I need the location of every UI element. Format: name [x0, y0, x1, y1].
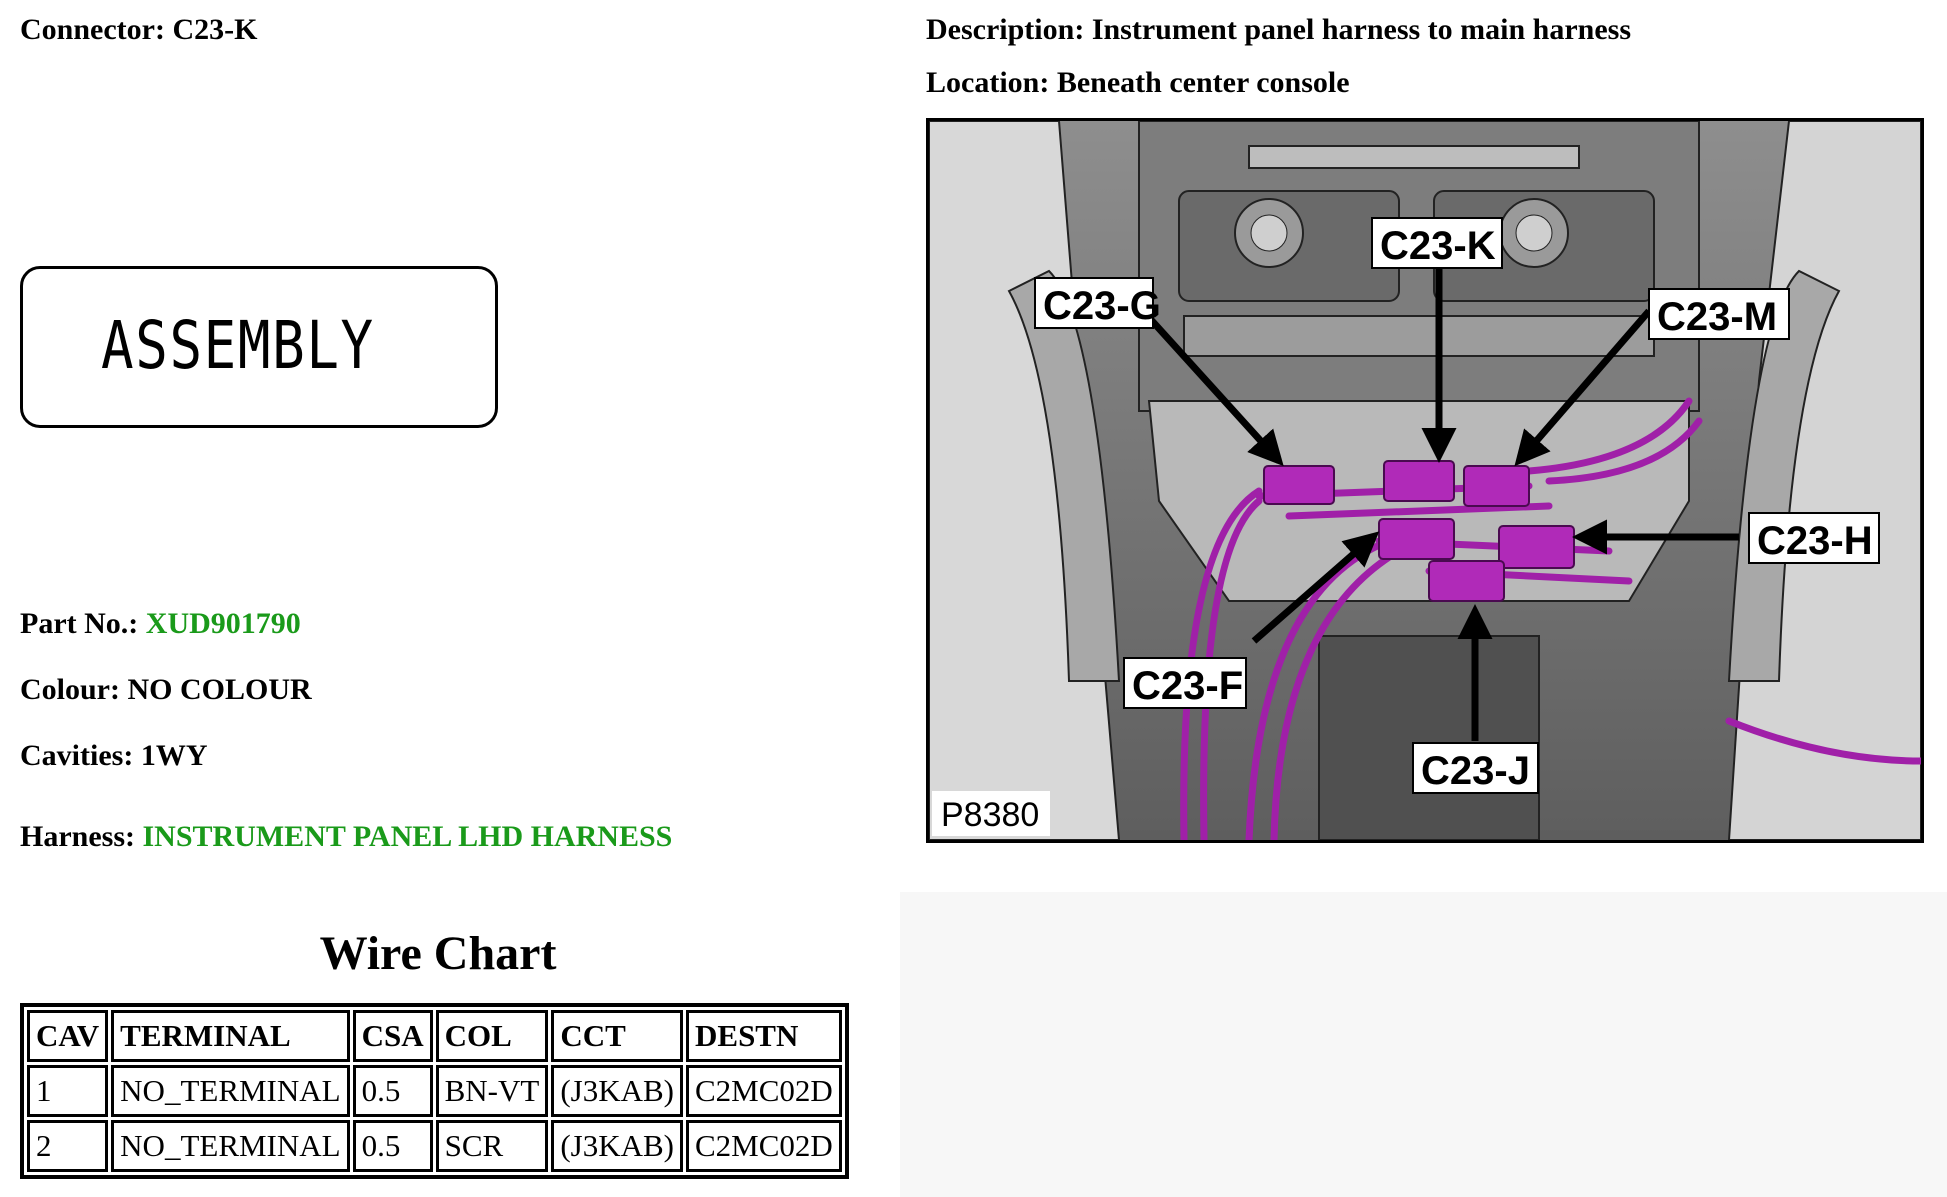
callout-c23-h: C23-H [1757, 519, 1873, 563]
description-value: Instrument panel harness to main harness [1091, 13, 1632, 46]
callout-c23-f: C23-F [1132, 664, 1244, 708]
wire-chart-table [20, 1003, 849, 1179]
cell-csa: 0.5 [353, 1120, 433, 1172]
header-col: COL [436, 1010, 549, 1062]
colour-value: NO COLOUR [127, 673, 312, 706]
cell-destn: C2MC02D [686, 1065, 842, 1117]
assembly-label: ASSEMBLY [101, 307, 375, 384]
location-photo [926, 118, 1924, 843]
cell-cct: (J3KAB) [551, 1120, 683, 1172]
harness-link[interactable]: INSTRUMENT PANEL LHD HARNESS [142, 820, 673, 853]
part-no-link[interactable]: XUD901790 [145, 607, 301, 640]
description-field [926, 12, 1631, 48]
cell-cav: 1 [27, 1065, 108, 1117]
location-value: Beneath center console [1056, 66, 1350, 99]
cell-destn: C2MC02D [686, 1120, 842, 1172]
cell-col: SCR [436, 1120, 549, 1172]
location-label: Location: [926, 66, 1050, 99]
connector-label: Connector: [20, 13, 165, 46]
colour-field [20, 672, 312, 708]
cavities-label: Cavities: [20, 739, 134, 772]
cell-terminal: NO_TERMINAL [111, 1120, 349, 1172]
wire-chart-header-row [27, 1010, 842, 1062]
header-cav: CAV [27, 1010, 108, 1062]
cavities-value: 1WY [140, 739, 208, 772]
colour-label: Colour: [20, 673, 120, 706]
harness-label: Harness: [20, 820, 135, 853]
cell-cct: (J3KAB) [551, 1065, 683, 1117]
photo-reference: P8380 [941, 796, 1040, 834]
connector-value: C23-K [172, 13, 258, 46]
table-row [27, 1065, 842, 1117]
header-terminal: TERMINAL [111, 1010, 349, 1062]
empty-panel [900, 892, 1947, 1197]
description-label: Description: [926, 13, 1085, 46]
cell-col: BN-VT [436, 1065, 549, 1117]
wire-chart-title: Wire Chart [319, 927, 557, 980]
connector-location-illustration [929, 121, 1921, 840]
part-no-field [20, 606, 301, 642]
header-cct: CCT [551, 1010, 683, 1062]
cell-terminal: NO_TERMINAL [111, 1065, 349, 1117]
location-field [926, 65, 1350, 101]
callout-c23-j: C23-J [1421, 749, 1530, 793]
cavities-field [20, 738, 207, 774]
cell-csa: 0.5 [353, 1065, 433, 1117]
header-destn: DESTN [686, 1010, 842, 1062]
cell-cav: 2 [27, 1120, 108, 1172]
callout-c23-m: C23-M [1657, 295, 1778, 339]
assembly-stamp [20, 266, 498, 428]
table-row [27, 1120, 842, 1172]
harness-field [20, 819, 672, 855]
header-csa: CSA [353, 1010, 433, 1062]
callout-c23-g: C23-G [1043, 284, 1161, 328]
callout-c23-k: C23-K [1380, 224, 1496, 268]
connector-field [20, 12, 257, 48]
part-no-label: Part No.: [20, 607, 139, 640]
